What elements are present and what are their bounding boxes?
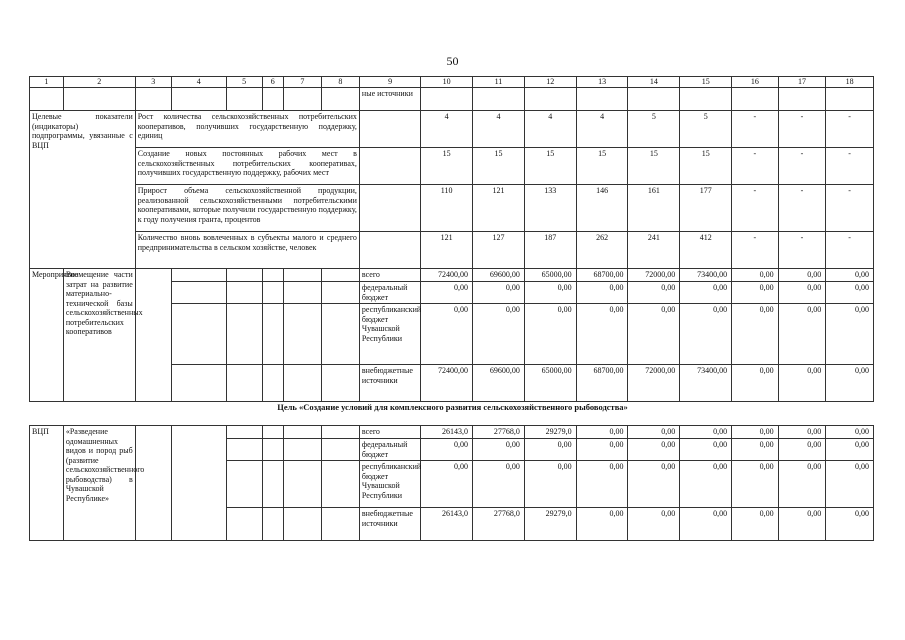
funding-value: 0,00 — [576, 426, 628, 439]
indicator-text: Прирост объема сельскохозяйственной продукции, реализованной сельскохозяйственными потребительскими кооперативами, которые получили государственную поддержку, к году получения гранта, процентов — [135, 185, 359, 232]
empty-cell — [135, 269, 171, 402]
funding-value: 0,00 — [778, 426, 826, 439]
funding-source: внебюджетные источники — [359, 508, 420, 541]
empty-cell — [226, 282, 262, 304]
funding-value: 0,00 — [778, 508, 826, 541]
funding-value: 0,00 — [826, 365, 874, 402]
funding-value: 0,00 — [628, 439, 680, 461]
funding-value: 68700,00 — [576, 269, 628, 282]
indicator-value: 15 — [421, 148, 473, 185]
indicator-value: 241 — [628, 232, 680, 269]
indicator-value: - — [826, 148, 874, 185]
empty-cell — [359, 185, 420, 232]
empty-cell — [524, 88, 576, 111]
empty-cell — [283, 269, 321, 282]
empty-cell — [226, 426, 262, 439]
indicator-value: - — [732, 111, 779, 148]
funding-source: всего — [359, 426, 420, 439]
funding-value: 0,00 — [576, 508, 628, 541]
indicator-row — [30, 148, 874, 185]
empty-cell — [226, 461, 262, 508]
funding-value: 0,00 — [732, 365, 779, 402]
funding-value: 0,00 — [778, 439, 826, 461]
empty-cell — [321, 365, 359, 402]
indicator-value: 4 — [524, 111, 576, 148]
funding-value: 0,00 — [628, 304, 680, 365]
indicator-value: 4 — [576, 111, 628, 148]
indicator-value: 4 — [421, 111, 473, 148]
funding-value: 0,00 — [778, 282, 826, 304]
column-number: 17 — [778, 77, 826, 88]
column-number: 14 — [628, 77, 680, 88]
funding-source: республиканский бюджет Чувашской Республики — [359, 304, 420, 365]
indicator-value: 262 — [576, 232, 628, 269]
empty-cell — [732, 88, 779, 111]
indicator-value: 15 — [680, 148, 732, 185]
empty-cell — [321, 282, 359, 304]
empty-cell — [262, 426, 283, 439]
funding-value: 0,00 — [680, 304, 732, 365]
funding-value: 0,00 — [524, 461, 576, 508]
empty-cell — [321, 426, 359, 439]
funding-value: 0,00 — [778, 304, 826, 365]
column-number: 2 — [63, 77, 135, 88]
empty-cell — [283, 304, 321, 365]
funding-value: 72400,00 — [421, 269, 473, 282]
empty-cell — [262, 439, 283, 461]
empty-cell — [283, 461, 321, 508]
funding-value: 27768,0 — [473, 508, 525, 541]
indicator-value: 412 — [680, 232, 732, 269]
funding-value: 0,00 — [826, 269, 874, 282]
funding-value: 27768,0 — [473, 426, 525, 439]
empty-cell — [171, 88, 226, 111]
funding-value: 0,00 — [680, 461, 732, 508]
empty-cell — [30, 88, 64, 111]
column-number: 15 — [680, 77, 732, 88]
empty-cell — [283, 365, 321, 402]
funding-value: 0,00 — [421, 282, 473, 304]
indicator-value: - — [778, 232, 826, 269]
funding-value: 29279,0 — [524, 508, 576, 541]
budget-table-fishery — [29, 425, 874, 541]
funding-value: 26143,0 — [421, 508, 473, 541]
indicator-value: - — [732, 185, 779, 232]
program-title: «Разведение одомашненных видов и пород рыб (развитие сельскохозяйственного рыбоводства) в Чувашской Республике» — [63, 426, 135, 541]
indicator-value: 15 — [628, 148, 680, 185]
indicator-value: 5 — [680, 111, 732, 148]
funding-value: 0,00 — [473, 461, 525, 508]
indicators-label: Целевые показатели (индикаторы) подпрограммы, увязанные с ВЦП — [30, 111, 136, 269]
funding-source: всего — [359, 269, 420, 282]
indicator-text: Рост количества сельскохозяйственных потребительских кооперативов, получивших государственную поддержку, единиц — [135, 111, 359, 148]
column-number: 6 — [262, 77, 283, 88]
funding-value: 68700,00 — [576, 365, 628, 402]
empty-cell — [262, 304, 283, 365]
indicator-value: 15 — [576, 148, 628, 185]
funding-value: 0,00 — [732, 426, 779, 439]
funding-row — [30, 426, 874, 439]
program-type: ВЦП — [30, 426, 64, 541]
table-row — [30, 88, 874, 111]
measure-title: Возмещение части затрат на развитие материально-технической базы сельскохозяйственных потребительских кооперативов — [63, 269, 135, 402]
empty-cell — [321, 461, 359, 508]
funding-source: федеральный бюджет — [359, 282, 420, 304]
funding-value: 0,00 — [576, 282, 628, 304]
funding-value: 0,00 — [826, 508, 874, 541]
funding-source: федеральный бюджет — [359, 439, 420, 461]
empty-cell — [135, 426, 171, 541]
funding-value: 0,00 — [732, 282, 779, 304]
funding-value: 0,00 — [628, 461, 680, 508]
funding-value: 0,00 — [826, 304, 874, 365]
funding-value: 69600,00 — [473, 365, 525, 402]
indicator-value: - — [778, 148, 826, 185]
indicator-value: - — [778, 111, 826, 148]
column-number: 18 — [826, 77, 874, 88]
indicator-value: 133 — [524, 185, 576, 232]
funding-value: 0,00 — [826, 461, 874, 508]
empty-cell — [778, 88, 826, 111]
empty-cell — [576, 88, 628, 111]
empty-cell — [826, 88, 874, 111]
empty-cell — [171, 426, 226, 541]
empty-cell — [226, 439, 262, 461]
indicator-value: 15 — [524, 148, 576, 185]
empty-cell — [171, 304, 226, 365]
funding-source: внебюджетные источники — [359, 365, 420, 402]
measure-type: Мероприятие — [30, 269, 64, 402]
funding-value: 26143,0 — [421, 426, 473, 439]
empty-cell — [226, 269, 262, 282]
empty-cell — [226, 304, 262, 365]
column-number: 3 — [135, 77, 171, 88]
funding-value: 0,00 — [732, 304, 779, 365]
indicator-value: 121 — [421, 232, 473, 269]
funding-value: 0,00 — [732, 508, 779, 541]
empty-cell — [63, 88, 135, 111]
funding-value: 0,00 — [524, 304, 576, 365]
funding-value: 0,00 — [778, 461, 826, 508]
funding-value: 72000,00 — [628, 269, 680, 282]
funding-value: 0,00 — [628, 282, 680, 304]
empty-cell — [262, 282, 283, 304]
funding-value: 0,00 — [628, 426, 680, 439]
empty-cell — [226, 508, 262, 541]
indicator-row — [30, 232, 874, 269]
page-number: 50 — [446, 54, 459, 68]
funding-value: 72000,00 — [628, 365, 680, 402]
funding-value: 0,00 — [473, 439, 525, 461]
funding-value: 65000,00 — [524, 269, 576, 282]
indicator-value: - — [778, 185, 826, 232]
empty-cell — [321, 508, 359, 541]
funding-value: 0,00 — [778, 269, 826, 282]
empty-cell — [421, 88, 473, 111]
funding-source: республиканский бюджет Чувашской Республики — [359, 461, 420, 508]
empty-cell — [359, 148, 420, 185]
funding-source: ные источники — [359, 88, 420, 111]
empty-cell — [226, 88, 262, 111]
funding-value: 0,00 — [421, 461, 473, 508]
empty-cell — [473, 88, 525, 111]
indicator-value: - — [826, 111, 874, 148]
column-number: 10 — [421, 77, 473, 88]
indicator-row — [30, 185, 874, 232]
indicator-value: - — [732, 148, 779, 185]
funding-value: 0,00 — [473, 282, 525, 304]
funding-value: 0,00 — [628, 508, 680, 541]
empty-cell — [321, 269, 359, 282]
column-number: 9 — [359, 77, 420, 88]
empty-cell — [283, 426, 321, 439]
funding-value: 0,00 — [680, 282, 732, 304]
budget-table-main — [29, 76, 874, 402]
goal-heading: Цель «Создание условий для комплексного развития сельскохозяйственного рыбоводства» — [277, 402, 628, 412]
indicator-value: 4 — [473, 111, 525, 148]
empty-cell — [359, 111, 420, 148]
indicator-text: Создание новых постоянных рабочих мест в сельскохозяйственных потребительских кооперативах, получивших государственную поддержку, рабочих мест — [135, 148, 359, 185]
funding-value: 0,00 — [473, 304, 525, 365]
empty-cell — [321, 439, 359, 461]
column-number: 1 — [30, 77, 64, 88]
empty-cell — [171, 269, 226, 282]
indicator-value: 15 — [473, 148, 525, 185]
indicator-value: 110 — [421, 185, 473, 232]
funding-value: 0,00 — [421, 304, 473, 365]
empty-cell — [359, 232, 420, 269]
column-number: 8 — [321, 77, 359, 88]
funding-value: 69600,00 — [473, 269, 525, 282]
funding-value: 73400,00 — [680, 365, 732, 402]
funding-value: 0,00 — [826, 282, 874, 304]
funding-value: 0,00 — [732, 439, 779, 461]
column-number: 16 — [732, 77, 779, 88]
empty-cell — [321, 88, 359, 111]
empty-cell — [262, 365, 283, 402]
funding-row — [30, 269, 874, 282]
funding-value: 0,00 — [524, 282, 576, 304]
funding-value: 73400,00 — [680, 269, 732, 282]
funding-value: 0,00 — [680, 426, 732, 439]
indicator-text: Количество вновь вовлеченных в субъекты малого и среднего предпринимательства в сельском хозяйстве, человек — [135, 232, 359, 269]
empty-cell — [135, 88, 171, 111]
empty-cell — [283, 508, 321, 541]
indicator-value: - — [826, 185, 874, 232]
empty-cell — [171, 365, 226, 402]
funding-value: 0,00 — [826, 439, 874, 461]
funding-value: 0,00 — [732, 269, 779, 282]
indicator-row — [30, 111, 874, 148]
empty-cell — [321, 304, 359, 365]
funding-value: 0,00 — [421, 439, 473, 461]
funding-value: 0,00 — [576, 461, 628, 508]
empty-cell — [283, 439, 321, 461]
funding-value: 65000,00 — [524, 365, 576, 402]
column-number-row — [30, 77, 874, 88]
column-number: 7 — [283, 77, 321, 88]
empty-cell — [262, 461, 283, 508]
indicator-value: 161 — [628, 185, 680, 232]
indicator-value: - — [826, 232, 874, 269]
indicator-value: 127 — [473, 232, 525, 269]
indicator-value: - — [732, 232, 779, 269]
empty-cell — [628, 88, 680, 111]
column-number: 5 — [226, 77, 262, 88]
empty-cell — [283, 88, 321, 111]
empty-cell — [262, 508, 283, 541]
empty-cell — [262, 88, 283, 111]
indicator-value: 187 — [524, 232, 576, 269]
indicator-value: 5 — [628, 111, 680, 148]
funding-value: 0,00 — [576, 304, 628, 365]
funding-value: 72400,00 — [421, 365, 473, 402]
funding-value: 29279,0 — [524, 426, 576, 439]
empty-cell — [226, 365, 262, 402]
funding-value: 0,00 — [680, 508, 732, 541]
indicator-value: 121 — [473, 185, 525, 232]
empty-cell — [262, 269, 283, 282]
column-number: 12 — [524, 77, 576, 88]
column-number: 4 — [171, 77, 226, 88]
funding-value: 0,00 — [778, 365, 826, 402]
funding-value: 0,00 — [732, 461, 779, 508]
indicator-value: 146 — [576, 185, 628, 232]
funding-value: 0,00 — [524, 439, 576, 461]
indicator-value: 177 — [680, 185, 732, 232]
funding-value: 0,00 — [826, 426, 874, 439]
funding-value: 0,00 — [680, 439, 732, 461]
empty-cell — [283, 282, 321, 304]
empty-cell — [171, 282, 226, 304]
funding-value: 0,00 — [576, 439, 628, 461]
column-number: 11 — [473, 77, 525, 88]
column-number: 13 — [576, 77, 628, 88]
empty-cell — [680, 88, 732, 111]
